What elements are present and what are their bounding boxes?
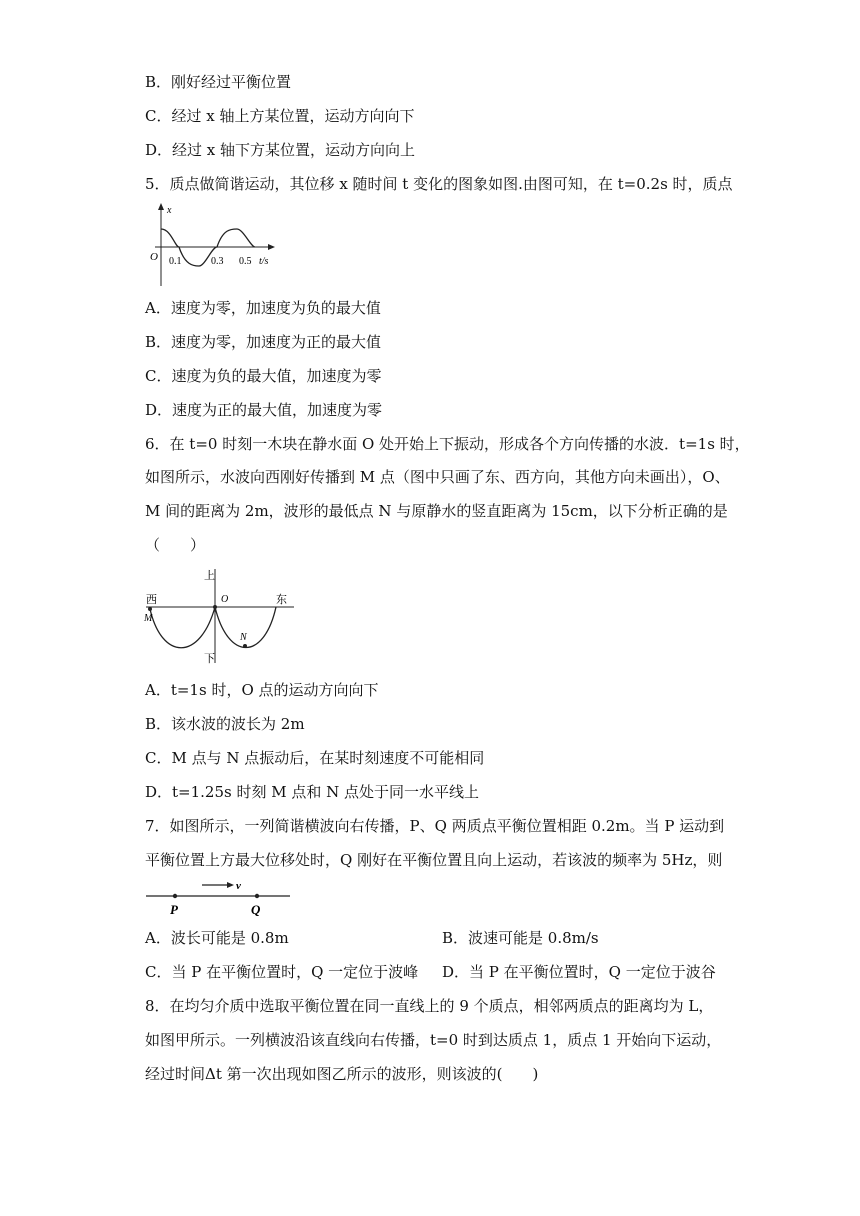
q8-stem-line-3: 经过时间Δt 第一次出现如图乙所示的波形，则该波的( ) <box>145 1065 539 1083</box>
q6-west-wave <box>150 607 215 648</box>
q7-stem-line-1: 7．如图所示，一列简谐横波向右传播，P、Q 两质点平衡位置相距 0.2m。当 P 运动到 <box>145 817 725 835</box>
q6-point-o-dot <box>213 605 217 609</box>
q8-stem-line-2: 如图甲所示。一列横波沿该直线向右传播，t=0 时到达质点 1，质点 1 开始向下运动， <box>145 1031 722 1049</box>
q5-origin-label: O <box>150 251 158 263</box>
q5-option-b: B．速度为零，加速度为正的最大值 <box>145 333 382 351</box>
q7-stem-line-2: 平衡位置上方最大位移处时，Q 刚好在平衡位置且向上运动，若该波的频率为 5Hz，则 <box>145 851 723 869</box>
q7-option-c: C．当 P 在平衡位置时，Q 一定位于波峰 <box>145 963 419 981</box>
q6-o-label: O <box>221 594 229 605</box>
q5-tick-0-3: 0.3 <box>211 256 224 267</box>
q6-west-label: 西 <box>146 594 157 606</box>
q6-water-wave-figure <box>142 565 302 665</box>
q6-point-m-dot <box>148 607 152 611</box>
q6-down-label: 下 <box>204 653 215 665</box>
q8-stem-line-1: 8．在均匀介质中选取平衡位置在同一直线上的 9 个质点，相邻两质点的距离均为 L， <box>145 997 714 1015</box>
q5-option-d: D．速度为正的最大值，加速度为零 <box>145 401 383 419</box>
q7-q-label: Q <box>251 902 261 917</box>
q7-velocity-arrowhead <box>227 882 234 888</box>
q7-p-label: P <box>170 902 178 917</box>
q5-y-axis-arrow <box>158 203 164 210</box>
q5-displacement-time-graph <box>145 200 285 290</box>
q7-option-b: B．波速可能是 0.8m/s <box>442 929 599 947</box>
q5-stem: 5．质点做简谐运动，其位移 x 随时间 t 变化的图象如图.由图可知，在 t=0.2s 时，质点 <box>145 175 733 193</box>
q6-east-label: 东 <box>276 594 287 606</box>
q6-up-label: 上 <box>204 570 215 582</box>
q7-point-p-dot <box>173 894 177 898</box>
q5-option-c: C．速度为负的最大值，加速度为零 <box>145 367 382 385</box>
q6-option-a: A．t=1s 时，O 点的运动方向向下 <box>145 681 379 699</box>
q5-tick-0-1: 0.1 <box>169 256 182 267</box>
q6-stem-line-3: M 间的距离为 2m，波形的最低点 N 与原静水的竖直距离为 15cm，以下分析正确的是 <box>145 502 728 520</box>
q5-x-label: t/s <box>259 256 269 267</box>
q6-stem-line-1: 6．在 t=0 时刻一木块在静水面 O 处开始上下振动，形成各个方向传播的水波．t=1s 时， <box>145 435 750 453</box>
q7-option-d: D．当 P 在平衡位置时，Q 一定位于波谷 <box>442 963 716 981</box>
q7-v-label: v <box>236 880 241 892</box>
q5-x-axis-arrow <box>268 244 275 250</box>
q6-n-label: N <box>240 632 247 643</box>
q6-m-label: M <box>144 613 153 624</box>
q7-wave-direction-figure <box>144 875 294 919</box>
q6-option-b: B．该水波的波长为 2m <box>145 715 305 733</box>
q4-option-d: D．经过 x 轴下方某位置，运动方向向上 <box>145 141 416 159</box>
q6-option-d: D．t=1.25s 时刻 M 点和 N 点处于同一水平线上 <box>145 783 480 801</box>
q5-tick-0-5: 0.5 <box>239 256 252 267</box>
q4-option-c: C．经过 x 轴上方某位置，运动方向向下 <box>145 107 415 125</box>
q7-point-q-dot <box>255 894 259 898</box>
q4-option-b: B．刚好经过平衡位置 <box>145 73 292 91</box>
q6-point-n-dot <box>243 644 247 648</box>
q6-option-c: C．M 点与 N 点振动后，在某时刻速度不可能相同 <box>145 749 485 767</box>
q6-stem-line-4: （ ） <box>145 536 206 554</box>
q7-option-a: A．波长可能是 0.8m <box>145 929 289 947</box>
q5-y-label: x <box>167 205 172 216</box>
q5-option-a: A．速度为零，加速度为负的最大值 <box>145 299 381 317</box>
q6-stem-line-2: 如图所示，水波向西刚好传播到 M 点（图中只画了东、西方向，其他方向未画出），O、 <box>145 468 730 486</box>
